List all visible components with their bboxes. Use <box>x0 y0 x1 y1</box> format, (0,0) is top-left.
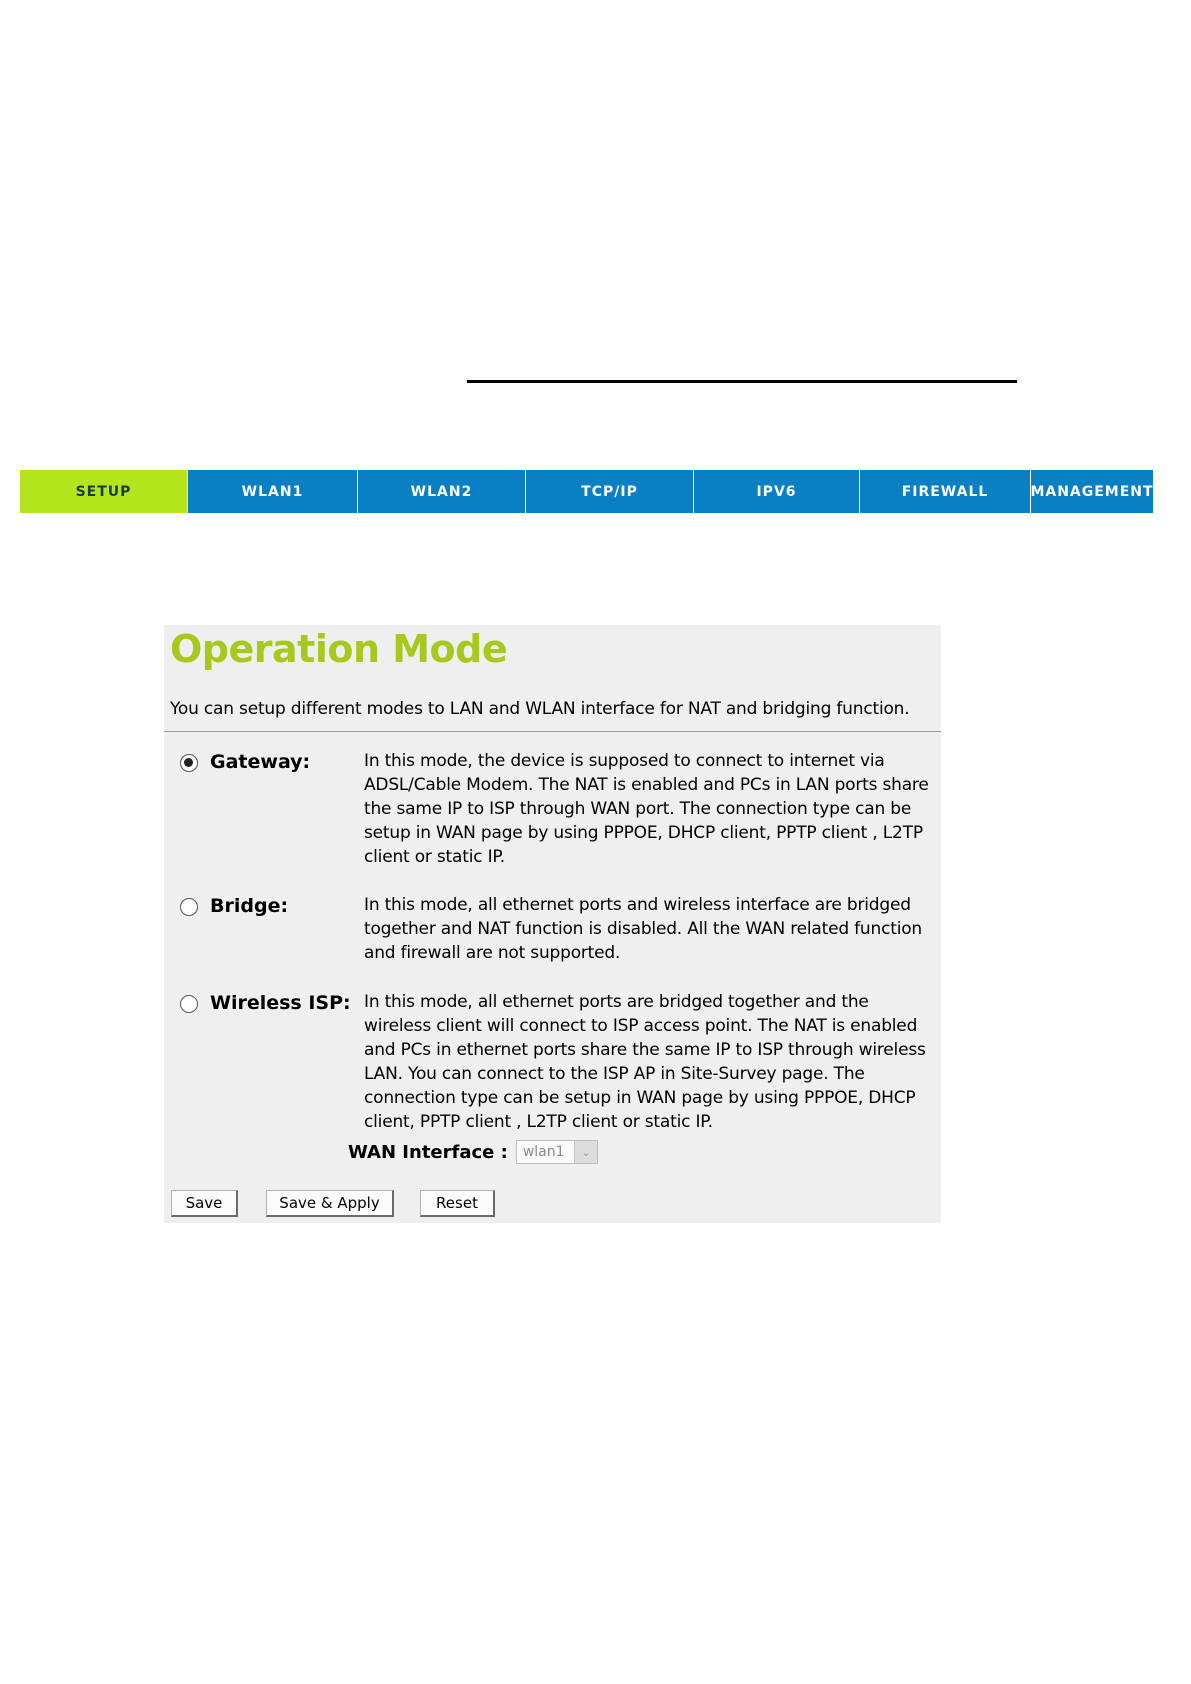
reset-button[interactable]: Reset <box>420 1190 495 1217</box>
wireless-isp-label: Wireless ISP: <box>210 992 351 1014</box>
gateway-description: In this mode, the device is supposed to connect to internet via ADSL/Cable Modem. The NAT is enabled and PCs in LAN ports share the same IP to ISP through WAN port. The connection type can be setup in WAN page by using PPPOE, DHCP client, PPTP client , L2TP client or static IP. <box>364 751 929 867</box>
operation-mode-panel <box>164 625 941 1223</box>
wan-interface-value: wlan1 <box>522 1144 565 1160</box>
tab-setup[interactable]: SETUP <box>20 470 188 513</box>
save-button[interactable]: Save <box>171 1190 238 1217</box>
page-intro: You can setup different modes to LAN and WLAN interface for NAT and bridging function. <box>170 699 910 719</box>
gateway-radio[interactable] <box>180 754 198 772</box>
wireless-isp-radio[interactable] <box>180 995 198 1013</box>
page-title: Operation Mode <box>170 627 508 671</box>
tab-wlan2[interactable]: WLAN2 <box>358 470 526 513</box>
chevron-down-icon: ⌄ <box>574 1141 597 1163</box>
main-nav <box>20 470 1153 513</box>
header-rule <box>467 380 1017 383</box>
tab-wlan1[interactable]: WLAN1 <box>188 470 358 513</box>
wireless-isp-description: In this mode, all ethernet ports are bridged together and the wireless client will connect to ISP access point. The NAT is enabled and PCs in ethernet ports share the same IP to ISP through wireless LAN. You can connect to the ISP AP in Site-Survey page. The connection type can be setup in WAN page by using PPPOE, DHCP client, PPTP client , L2TP client or static IP. <box>364 992 926 1132</box>
bridge-radio[interactable] <box>180 898 198 916</box>
tab-firewall[interactable]: FIREWALL <box>860 470 1031 513</box>
tab-ipv6[interactable]: IPV6 <box>694 470 860 513</box>
save-apply-button[interactable]: Save & Apply <box>266 1190 394 1217</box>
wan-interface-row <box>348 1140 598 1164</box>
divider <box>164 731 941 732</box>
wan-interface-select[interactable] <box>516 1140 598 1164</box>
tab-management[interactable]: MANAGEMENT <box>1031 470 1153 513</box>
tab-tcpip[interactable]: TCP/IP <box>526 470 694 513</box>
bridge-description: In this mode, all ethernet ports and wireless interface are bridged together and NAT function is disabled. All the WAN related function and firewall are not supported. <box>364 895 922 963</box>
gateway-label: Gateway: <box>210 751 311 773</box>
bridge-label: Bridge: <box>210 895 289 917</box>
wan-interface-label: WAN Interface : <box>348 1141 508 1163</box>
